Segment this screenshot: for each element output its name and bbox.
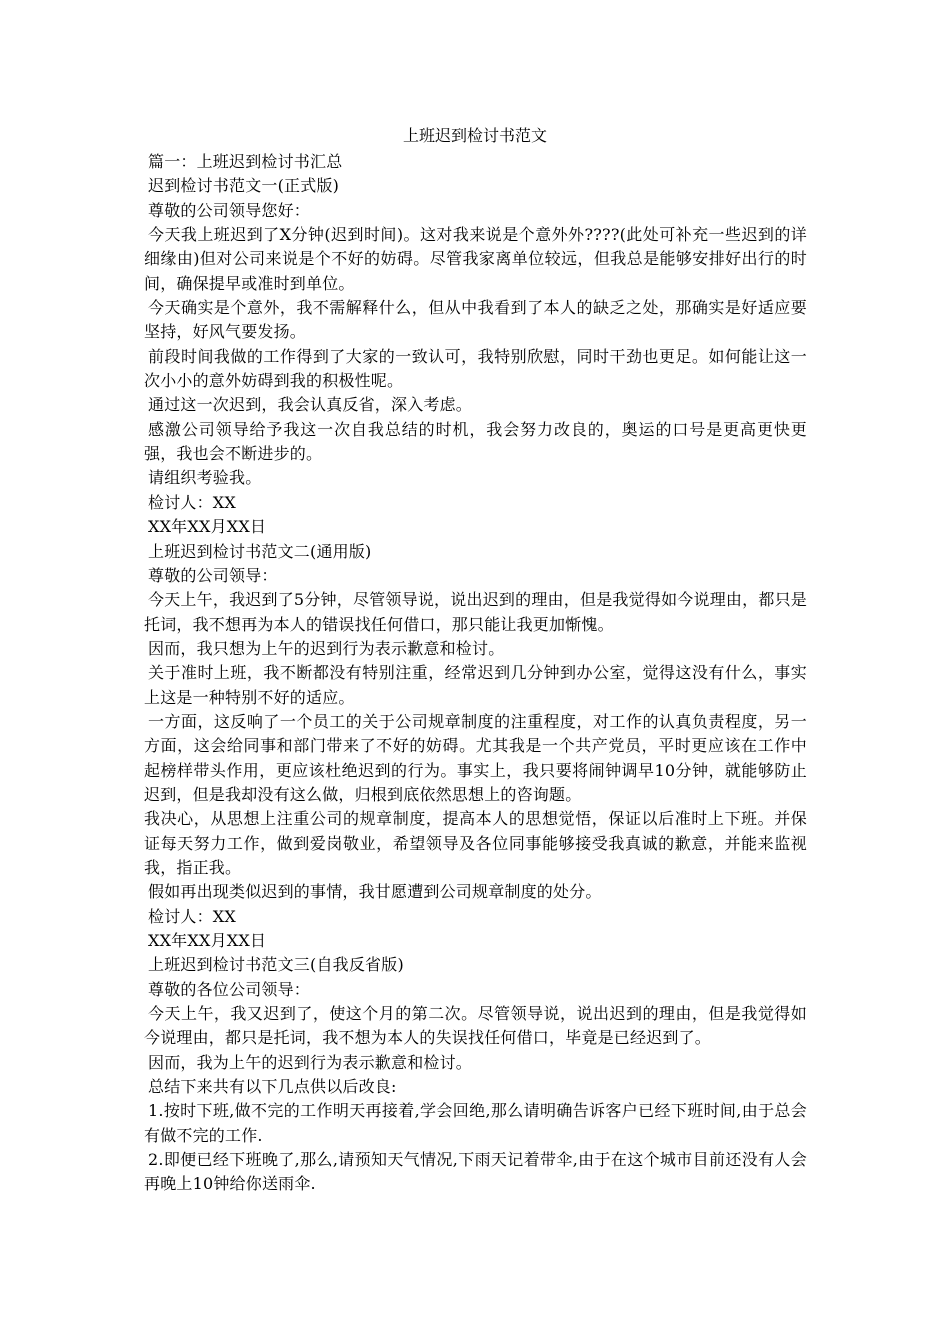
document-body	[144, 150, 807, 1197]
paragraph: 今天上午，我又迟到了，使这个月的第二次。尽管领导说，说出迟到的理由，但是我觉得如今说理由，都只是托词，我不想为本人的失误找任何借口，毕竟是已经迟到了。	[144, 1004, 807, 1048]
paragraph-date: XX年XX月XX日	[148, 517, 267, 537]
paragraph-section-heading: 篇一：上班迟到检讨书汇总	[148, 152, 343, 171]
paragraph-subheading: 迟到检讨书范文一(正式版)	[148, 176, 340, 196]
list-item: 2.即便已经下班晚了,那么,请预知天气情况,下雨天记着带伞,由于在这个城市目前还没有人会再晚上10钟给你送雨伞.	[144, 1150, 807, 1194]
paragraph: 今天确实是个意外，我不需解释什么，但从中我看到了本人的缺乏之处，那确实是好适应要坚持，好风气要发扬。	[144, 298, 807, 342]
paragraph-subheading: 上班迟到检讨书范文二(通用版)	[148, 541, 372, 561]
paragraph-subheading: 上班迟到检讨书范文三(自我反省版)	[148, 955, 404, 975]
paragraph-salutation: 尊敬的公司领导：	[148, 565, 278, 585]
paragraph: 假如再出现类似迟到的事情，我甘愿遭到公司规章制度的处分。	[148, 882, 602, 902]
paragraph-signature: 检讨人：XX	[148, 492, 236, 512]
paragraph-signature: 检讨人：XX	[148, 906, 236, 926]
paragraph: 关于准时上班，我不断都没有特别注重，经常迟到几分钟到办公室，觉得这没有什么，事实上这是一种特别不好的适应。	[144, 663, 807, 707]
paragraph: 总结下来共有以下几点供以后改良:	[148, 1077, 397, 1097]
paragraph: 前段时间我做的工作得到了大家的一致认可，我特别欣慰，同时干劲也更足。如何能让这一次小小的意外妨碍到我的积极性呢。	[144, 346, 807, 391]
document-title: 上班迟到检讨书范文	[402, 126, 547, 145]
paragraph: 通过这一次迟到，我会认真反省，深入考虑。	[148, 395, 473, 415]
paragraph-salutation: 尊敬的各位公司领导：	[148, 979, 311, 999]
paragraph: 今天上午，我迟到了5分钟，尽管领导说，说出迟到的理由，但是我觉得如今说理由，都只是托词，我不想再为本人的错误找任何借口，那只能让我更加惭愧。	[144, 590, 807, 634]
list-item: 1.按时下班,做不完的工作明天再接着,学会回绝,那么请明确告诉客户已经下班时间,由于总会有做不完的工作.	[144, 1101, 807, 1145]
paragraph: 感激公司领导给予我这一次自我总结的时机，我会努力改良的，奥运的口号是更高更快更强，我也会不断进步的。	[144, 419, 807, 464]
paragraph: 因而，我只想为上午的迟到行为表示歉意和检讨。	[148, 638, 505, 658]
paragraph-date: XX年XX月XX日	[148, 931, 267, 950]
paragraph: 今天我上班迟到了X分钟(迟到时间)。这对我来说是个意外外????(此处可补充一些迟到的详细缘由)但对公司来说是个不好的妨碍。尽管我家离单位较远，但我总是能够安排好出行的时间，确保提早或准时到单位。	[144, 225, 807, 293]
paragraph: 因而，我为上午的迟到行为表示歉意和检讨。	[148, 1052, 473, 1072]
paragraph: 请组织考验我。	[148, 468, 262, 488]
paragraph: 一方面，这反响了一个员工的关于公司规章制度的注重程度，对工作的认真负责程度，另一方面，这会给同事和部门带来了不好的妨碍。尤其我是一个共产党员，平时更应该在工作中起榜样带头作用，更应该杜绝迟到的行为。事实上，我只要将闹钟调早10分钟，就能够防止迟到，但是我却没有这么做，归根到底依然思想上的咨询题。	[144, 711, 807, 804]
paragraph-salutation: 尊敬的公司领导您好：	[148, 200, 311, 220]
paragraph: 我决心，从思想上注重公司的规章制度，提高本人的思想觉悟，保证以后准时上下班。并保证每天努力工作，做到爱岗敬业，希望领导及各位同事能够接受我真诚的歉意，并能来监视我，指正我。	[144, 809, 807, 877]
